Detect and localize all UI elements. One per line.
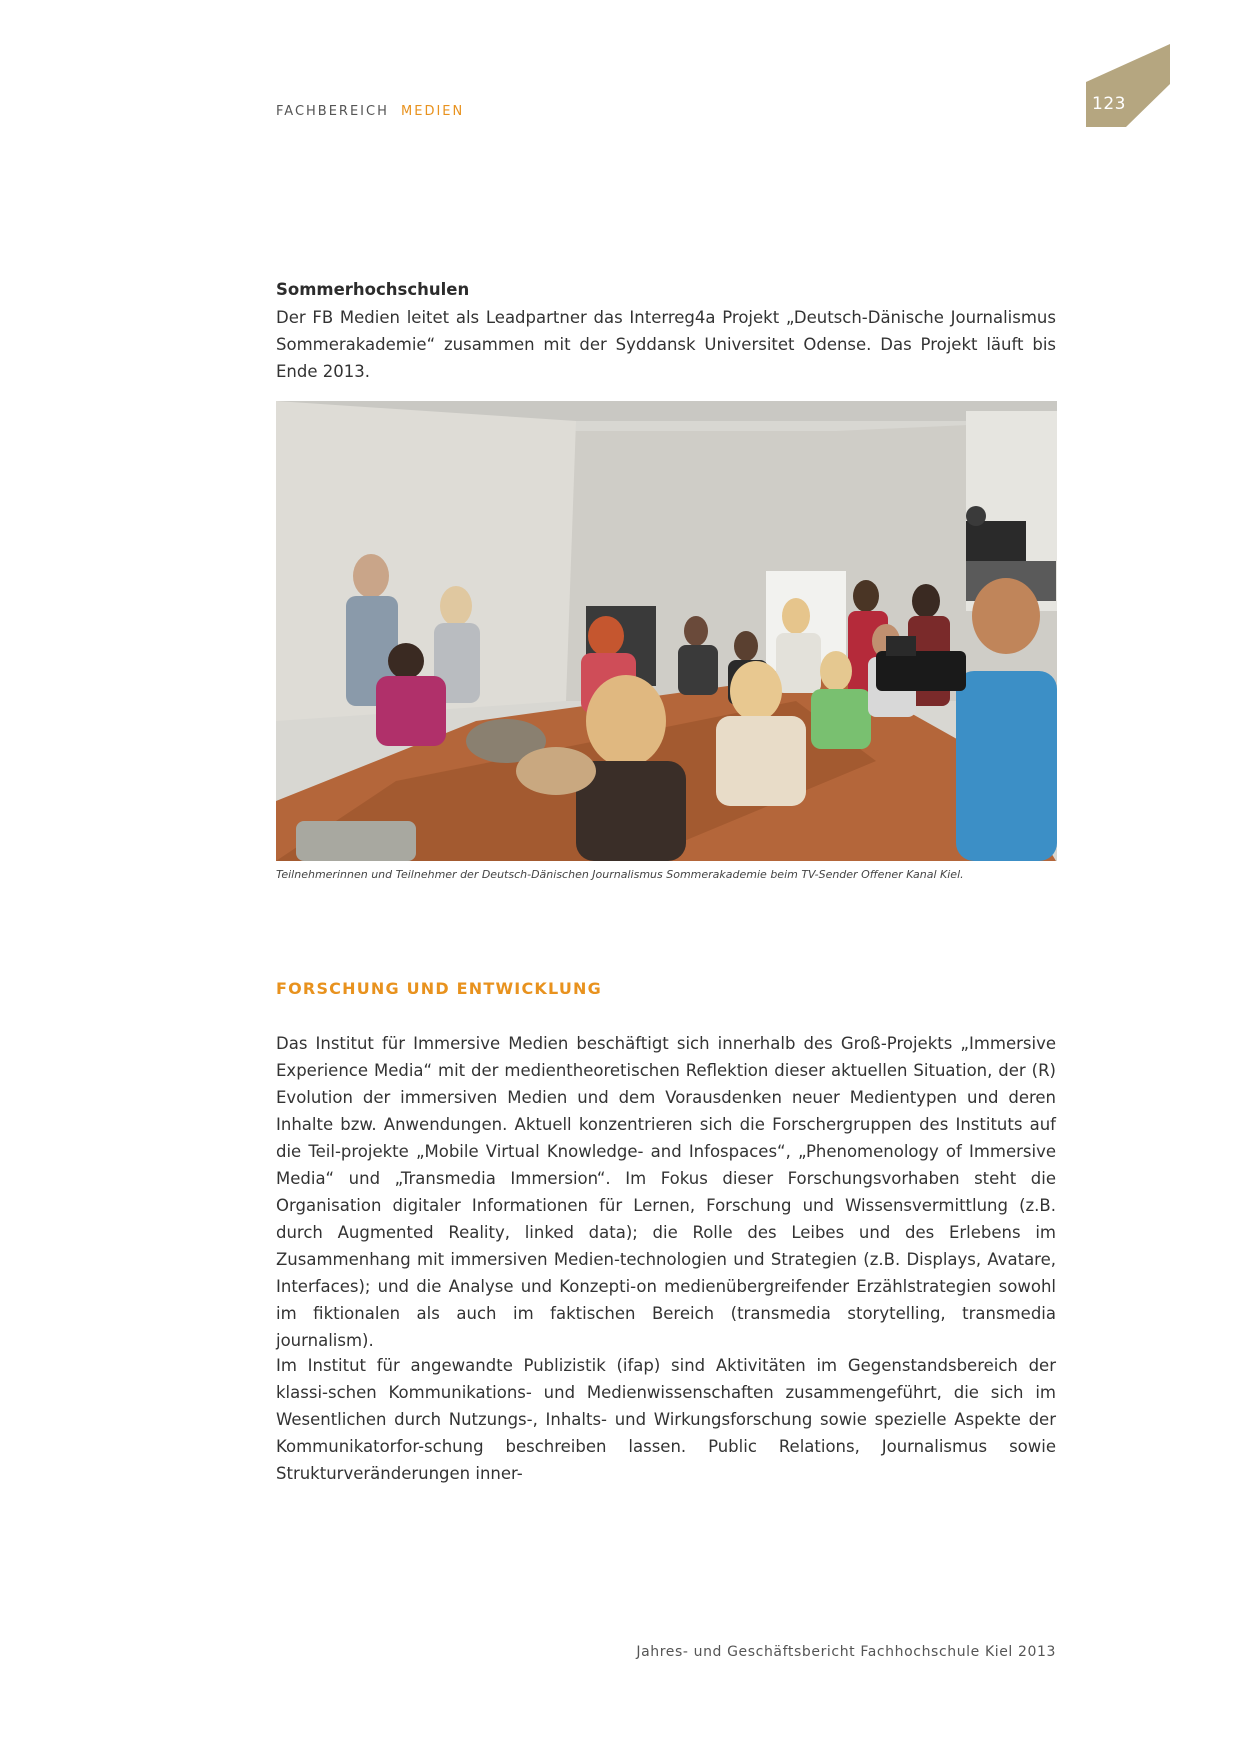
page-tab-shape [1086,44,1170,127]
photo-caption: Teilnehmerinnen und Teilnehmer der Deutsch-Dänischen Journalismus Sommerakademie beim TV-Sender Offener Kanal Kiel. [276,868,964,881]
section-heading-sommerhochschulen: Sommerhochschulen [276,280,470,299]
page-number: 123 [1092,94,1126,114]
running-head-subsection: MEDIEN [401,104,465,119]
page-number-tab [1086,44,1170,127]
research-paragraph-1: Das Institut für Immersive Medien beschäftigt sich innerhalb des Groß-Projekts „Immersive Experience Media“ mit der medientheoretischen Reflektion dieser aktuellen Situation, der (R) Evolution der immersiven Medien und dem Vorausdenken neuer Medientypen und deren Inhalte bzw. Anwendungen. Aktuell konzentrieren sich die Forschergruppen des Instituts auf die Teil-projekte „Mobile Virtual Knowledge- and Infospaces“, „Phenomenology of Immersive Media“ und „Transmedia Immersion“. Im Fokus dieser Forschungsvorhaben steht die Organisation digitaler Informationen für Lernen, Forschung und Wissensvermittlung (z.B. durch Augmented Reality, linked data); die Rolle des Leibes und des Erlebens im Zusammenhang mit immersiven Medien-technologien und Strategien (z.B. Displays, Avatare, Interfaces); und die Analyse und Konzepti-on medienübergreifender Erzählstrategien sowohl im fiktionalen als auch im faktischen Bereich (transmedia storytelling, transmedia journalism). [276,1034,1056,1350]
group-photo [276,401,1057,861]
group-photo-illustration [276,401,1057,861]
footer-text: Jahres- und Geschäftsbericht Fachhochschule Kiel 2013 [636,1644,1056,1660]
research-paragraph-2: Im Institut für angewandte Publizistik (ifap) sind Aktivitäten im Gegenstandsbereich der klassi-schen Kommunikations- und Medienwissenschaften zusammengeführt, die sich im Wesentlichen durch Nutzungs-, Inhalts- und Wirkungsforschung sowie spezielle Aspekte der Kommunikatorfor-schung beschreiben lassen. Public Relations, Journalismus sowie Strukturveränderungen inner- [276,1356,1056,1483]
summer-paragraph: Der FB Medien leitet als Leadpartner das Interreg4a Projekt „Deutsch-Dänische Journalismus Sommerakademie“ zusammen mit der Syddansk Universitet Odense. Das Projekt läuft bis Ende 2013. [276,308,1056,381]
running-head-section: FACHBEREICH [276,104,389,119]
section-heading-research: FORSCHUNG UND ENTWICKLUNG [276,979,602,998]
running-head [276,104,464,119]
